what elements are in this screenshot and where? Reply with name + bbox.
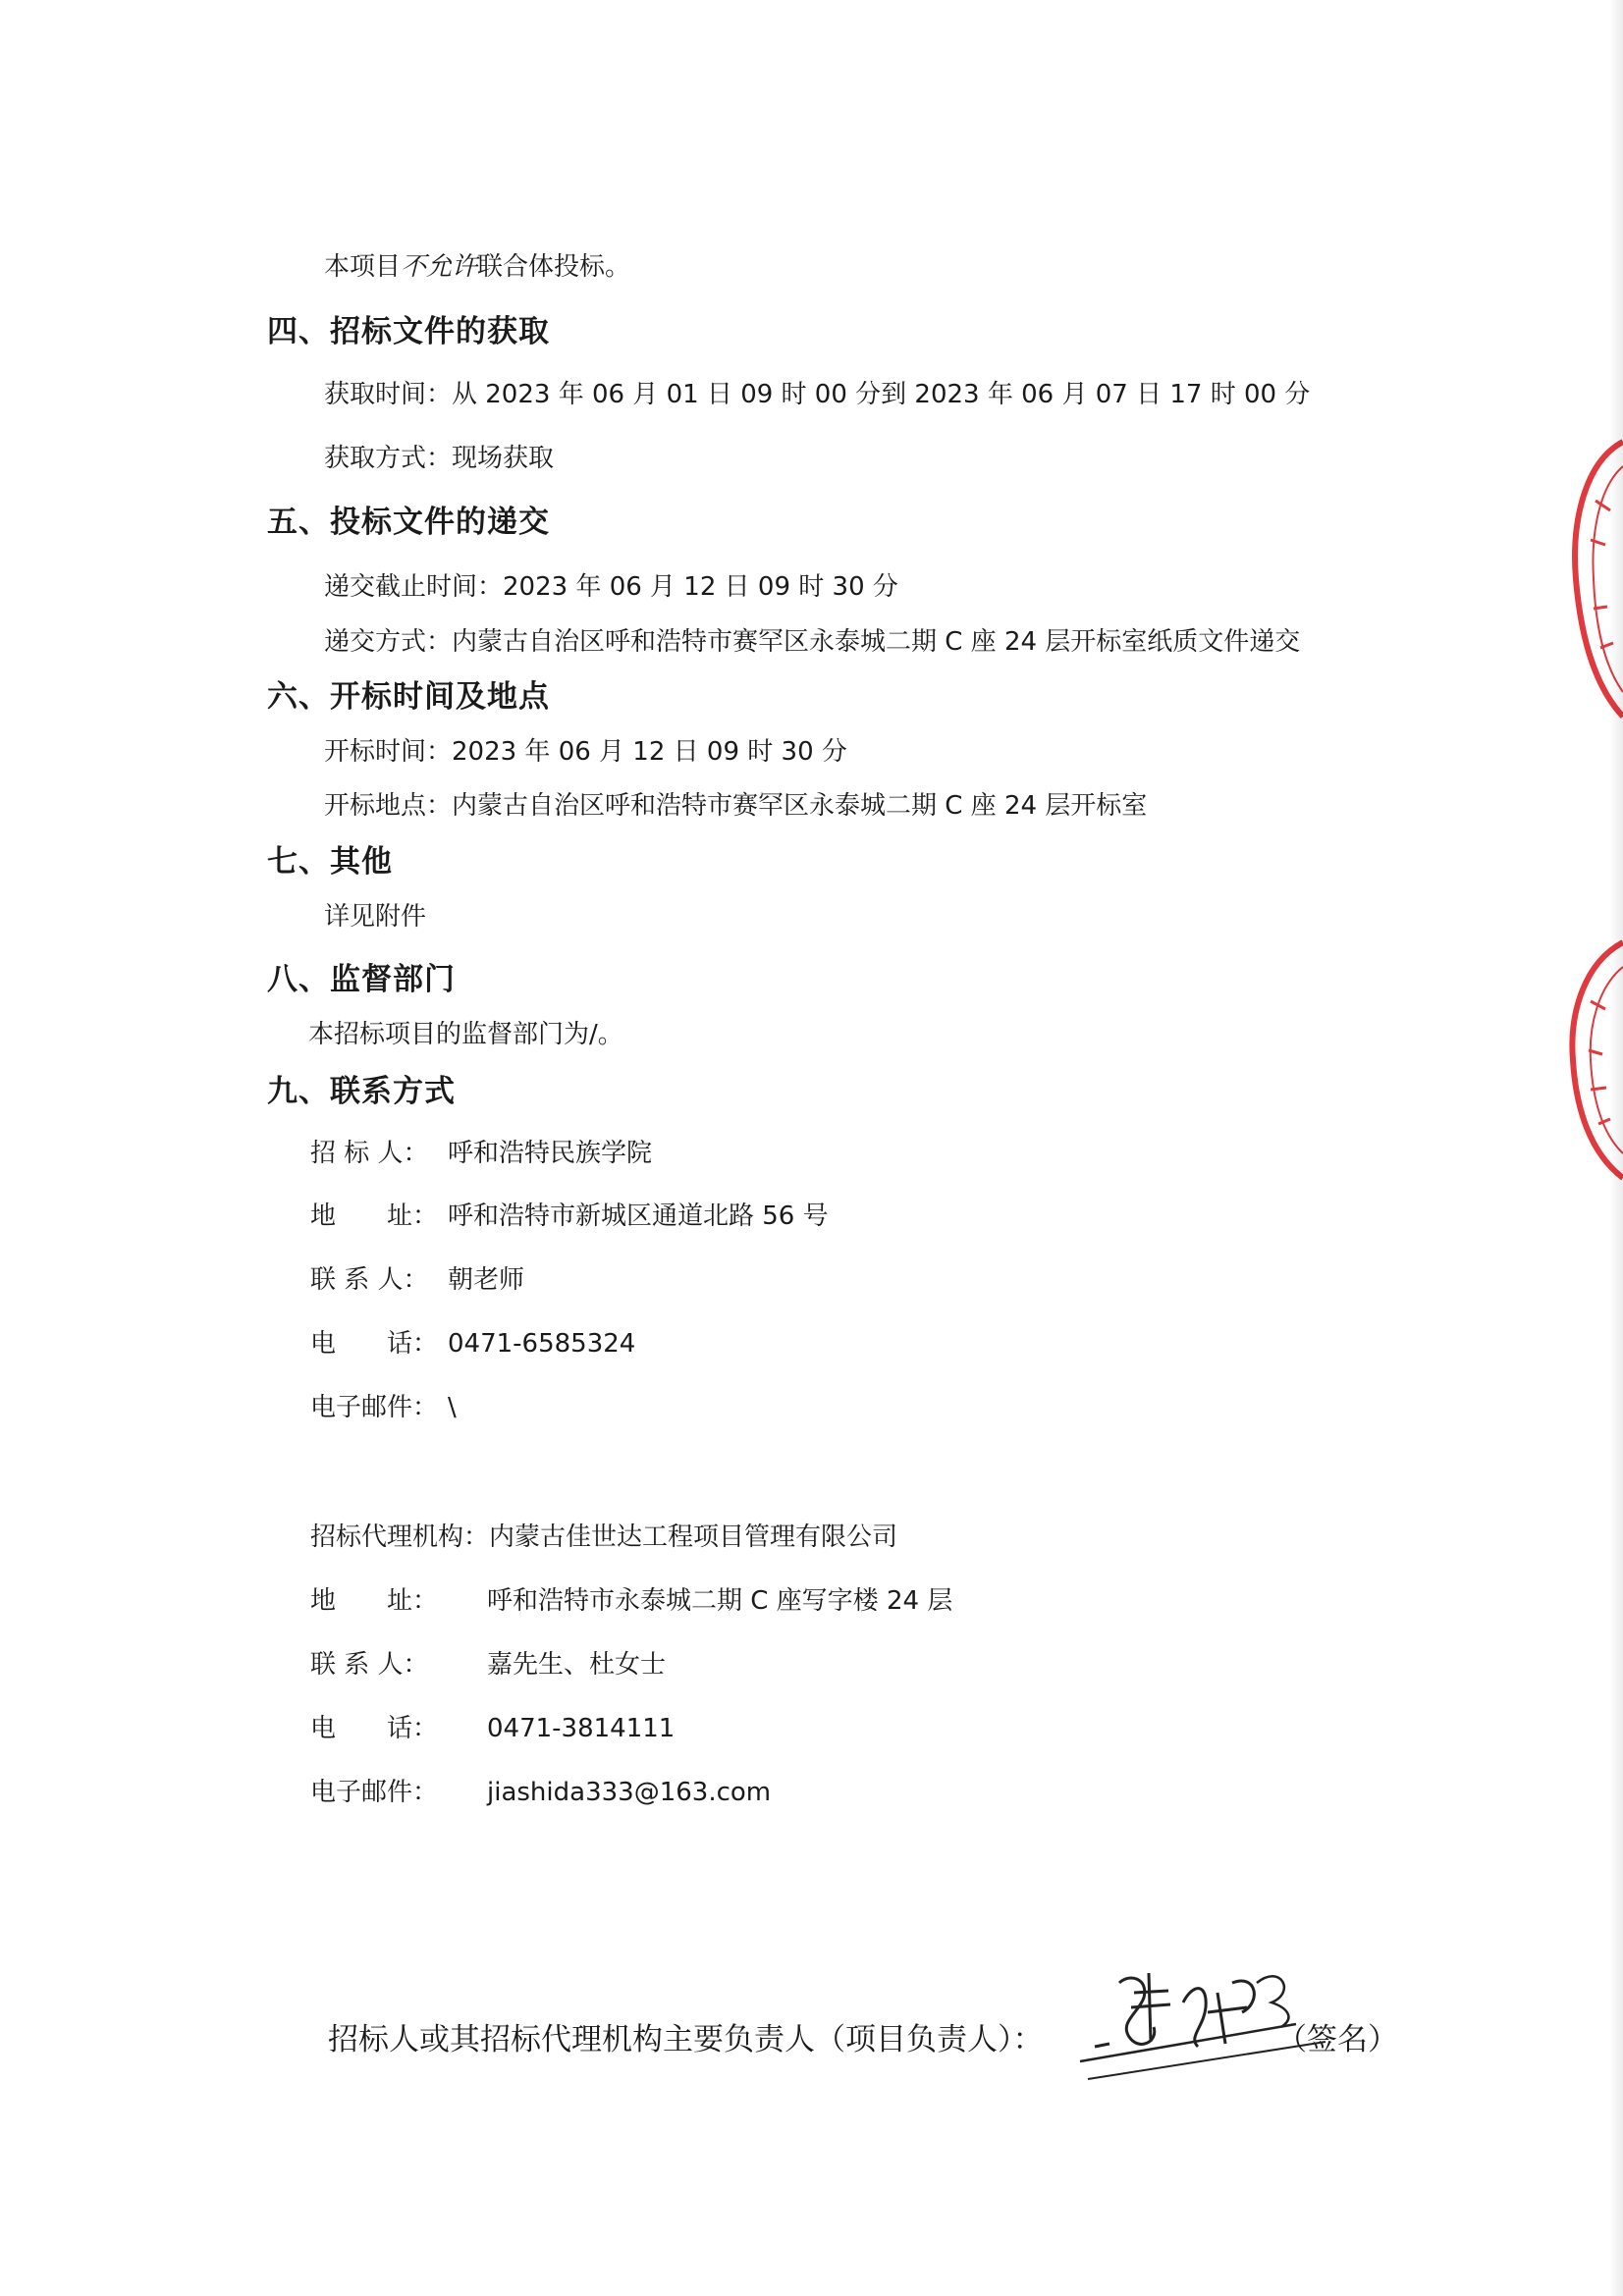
tenderer-address-row — [310, 1200, 829, 1233]
tenderer-address: 呼和浩特市新城区通道北路 56 号 — [448, 1201, 829, 1231]
tenderer-phone-row — [310, 1327, 635, 1361]
section-9-title: 九、联系方式 — [267, 1074, 456, 1109]
tenderer-email-row — [310, 1391, 457, 1424]
section-5-title: 五、投标文件的递交 — [267, 505, 550, 540]
s7-text: 详见附件 — [324, 902, 427, 932]
page-edge-shadow — [1609, 0, 1623, 2296]
s4-time: 获取时间：从 2023 年 06 月 01 日 09 时 00 分到 2023 年 06 月 07 日 17 时 00 分 — [324, 380, 1311, 409]
signature-label: 招标人或其招标代理机构主要负责人（项目负责人）： — [328, 2022, 1044, 2057]
intro-line — [324, 250, 630, 284]
tenderer-name: 呼和浩特民族学院 — [448, 1139, 653, 1168]
agency-phone-row — [310, 1712, 675, 1745]
intro-suffix: 联合体投标。 — [477, 252, 631, 282]
agency-contact-label: 联 系 人： — [310, 1650, 429, 1680]
agency-name: 内蒙古佳世达工程项目管理有限公司 — [489, 1522, 898, 1552]
tenderer-name-label: 招 标 人： — [310, 1139, 429, 1168]
agency-email-row — [310, 1776, 771, 1809]
section-6-title: 六、开标时间及地点 — [267, 679, 550, 715]
agency-contact-row — [310, 1648, 666, 1682]
tenderer-email: \ — [448, 1393, 457, 1422]
agency-contact: 嘉先生、杜女士 — [487, 1650, 667, 1680]
section-7-title: 七、其他 — [267, 844, 393, 880]
tenderer-name-row — [310, 1137, 652, 1170]
tenderer-phone-label: 电 话： — [310, 1329, 439, 1359]
section-8-title: 八、监督部门 — [267, 962, 456, 997]
intro-prefix: 本项目 — [324, 252, 402, 282]
agency-email-label: 电子邮件： — [310, 1778, 439, 1807]
tenderer-phone: 0471-6585324 — [448, 1329, 636, 1359]
agency-email: jiashida333@163.com — [487, 1778, 772, 1807]
agency-phone: 0471-3814111 — [487, 1714, 676, 1743]
agency-address-label: 地 址： — [310, 1586, 439, 1616]
tenderer-contact-label: 联 系 人： — [310, 1265, 429, 1295]
s5-method: 递交方式：内蒙古自治区呼和浩特市赛罕区永泰城二期 C 座 24 层开标室纸质文件递交 — [324, 627, 1301, 657]
agency-phone-label: 电 话： — [310, 1714, 439, 1743]
intro-italic: 不允许 — [401, 252, 478, 282]
s6-time: 开标时间：2023 年 06 月 12 日 09 时 30 分 — [324, 737, 847, 767]
s8-text: 本招标项目的监督部门为/。 — [308, 1020, 623, 1049]
section-4-title: 四、招标文件的获取 — [267, 314, 550, 349]
signature-suffix: （签名） — [1276, 2022, 1398, 2057]
tenderer-email-label: 电子邮件： — [310, 1393, 439, 1422]
agency-name-row — [310, 1521, 897, 1554]
agency-name-label: 招标代理机构： — [310, 1522, 490, 1552]
s5-deadline: 递交截止时间：2023 年 06 月 12 日 09 时 30 分 — [324, 572, 898, 602]
tenderer-contact: 朝老师 — [448, 1265, 525, 1295]
agency-address-row — [310, 1584, 952, 1618]
agency-address: 呼和浩特市永泰城二期 C 座写字楼 24 层 — [487, 1586, 953, 1616]
tenderer-address-label: 地 址： — [310, 1201, 439, 1231]
s6-place: 开标地点：内蒙古自治区呼和浩特市赛罕区永泰城二期 C 座 24 层开标室 — [324, 791, 1148, 821]
handwritten-signature — [1060, 1953, 1355, 2101]
s4-method: 获取方式：现场获取 — [324, 444, 555, 473]
tenderer-contact-row — [310, 1263, 524, 1297]
